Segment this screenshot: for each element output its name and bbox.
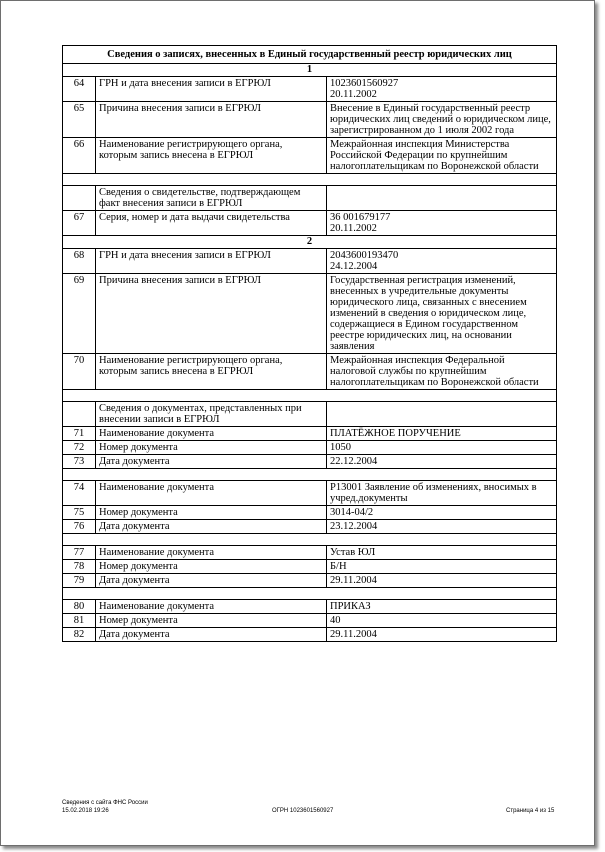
certificate-value: 36 001679177 20.11.2002: [330, 212, 391, 234]
table-row: [63, 274, 557, 354]
row-value: [327, 211, 557, 236]
spacer-row: [63, 174, 557, 186]
row-value: Межрайонная инспекция Министерства Российской Федерации по крупнейшим налогоплательщикам по Воронежской области: [327, 138, 557, 174]
row-number: 70: [63, 354, 96, 390]
table-row: [63, 249, 557, 274]
section-number: 1: [63, 64, 557, 77]
row-value: Межрайонная инспекция Федеральной налоговой службы по крупнейшим налогоплательщикам по Воронежской области: [327, 354, 557, 390]
row-label: Номер документа: [96, 560, 327, 574]
row-label: Наименование документа: [96, 427, 327, 441]
footer-ogrn: ОГРН 1023601560927: [272, 808, 334, 814]
certificate-header: Сведения о свидетельстве, подтверждающем факт внесения записи в ЕГРЮЛ: [96, 186, 327, 211]
row-label: Наименование документа: [96, 600, 327, 614]
footer-page-number: Страница 4 из 15: [506, 808, 555, 814]
row-number: 68: [63, 249, 96, 274]
row-value: 3014-04/2: [327, 506, 557, 520]
table-row: [63, 560, 557, 574]
table-row: [63, 455, 557, 469]
table-row: [63, 481, 557, 506]
row-value: 23.12.2004: [327, 520, 557, 534]
row-value: ПРИКАЗ: [327, 600, 557, 614]
row-number: 77: [63, 546, 96, 560]
row-number: 66: [63, 138, 96, 174]
table-row: [63, 211, 557, 236]
row-label: Серия, номер и дата выдачи свидетельства: [96, 211, 327, 236]
table-row: [63, 628, 557, 642]
table-row: [63, 614, 557, 628]
table-row: [63, 427, 557, 441]
table-row: [63, 506, 557, 520]
row-number: 76: [63, 520, 96, 534]
spacer-row: [63, 469, 557, 481]
row-label: Наименование регистрирующего органа, которым запись внесена в ЕГРЮЛ: [96, 354, 327, 390]
table-row: [63, 77, 557, 102]
row-value: Б/Н: [327, 560, 557, 574]
row-number: 81: [63, 614, 96, 628]
table-row: [63, 138, 557, 174]
row-value: Р13001 Заявление об изменениях, вносимых в учред.документы: [327, 481, 557, 506]
row-number: 71: [63, 427, 96, 441]
row-label: Наименование документа: [96, 546, 327, 560]
row-number: 74: [63, 481, 96, 506]
row-label: Номер документа: [96, 506, 327, 520]
footer-source-line: Сведения с сайта ФНС России: [62, 800, 148, 806]
row-number: 73: [63, 455, 96, 469]
subsection-header-row: [63, 186, 557, 211]
row-label: ГРН и дата внесения записи в ЕГРЮЛ: [96, 249, 327, 274]
table-row: [63, 520, 557, 534]
row-number: 75: [63, 506, 96, 520]
row-value: Устав ЮЛ: [327, 546, 557, 560]
row-label: Номер документа: [96, 614, 327, 628]
footer-source: [62, 799, 148, 815]
row-label: ГРН и дата внесения записи в ЕГРЮЛ: [96, 77, 327, 102]
table-row: [63, 546, 557, 560]
row-number: 78: [63, 560, 96, 574]
row-value: 40: [327, 614, 557, 628]
row-number: 65: [63, 102, 96, 138]
spacer-row: [63, 534, 557, 546]
row-value: 1050: [327, 441, 557, 455]
table-title: Сведения о записях, внесенных в Единый государственный реестр юридических лиц: [63, 46, 557, 64]
table-row: [63, 600, 557, 614]
footer-date: 15.02.2018 19:26: [62, 808, 109, 814]
section-number: 2: [63, 236, 557, 249]
row-number: 69: [63, 274, 96, 354]
section-number-row: [63, 236, 557, 249]
row-label: Дата документа: [96, 574, 327, 588]
row-value: [327, 249, 557, 274]
egrul-records-table: [62, 45, 557, 642]
row-number: 72: [63, 441, 96, 455]
row-number: 82: [63, 628, 96, 642]
row-number: 80: [63, 600, 96, 614]
row-value: 29.11.2004: [327, 628, 557, 642]
section-number-row: [63, 64, 557, 77]
row-value: 29.11.2004: [327, 574, 557, 588]
row-label: Причина внесения записи в ЕГРЮЛ: [96, 274, 327, 354]
row-number: 67: [63, 211, 96, 236]
row-value: Государственная регистрация изменений, внесенных в учредительные документы юридического лица, связанных с внесением изменений в сведения о юридическом лице, содержащиеся в Едином государственном реестре юридических лиц, на основании заявления: [327, 274, 557, 354]
row-number: 79: [63, 574, 96, 588]
row-label: Наименование документа: [96, 481, 327, 506]
table-row: [63, 441, 557, 455]
spacer-row: [63, 390, 557, 402]
row-value: ПЛАТЁЖНОЕ ПОРУЧЕНИЕ: [327, 427, 557, 441]
table-row: [63, 354, 557, 390]
table-row: [63, 574, 557, 588]
row-label: Дата документа: [96, 628, 327, 642]
row-label: Причина внесения записи в ЕГРЮЛ: [96, 102, 327, 138]
subsection-header-row: [63, 402, 557, 427]
row-value: 22.12.2004: [327, 455, 557, 469]
spacer-row: [63, 588, 557, 600]
row-value: Внесение в Единый государственный реестр юридических лиц сведений о юридическом лице, зарегистрированном до 1 июля 2002 года: [327, 102, 557, 138]
grn-value: 1023601560927 20.11.2002: [330, 78, 399, 100]
row-number: 64: [63, 77, 96, 102]
row-label: Дата документа: [96, 455, 327, 469]
grn-value: 2043600193470 24.12.2004: [330, 250, 399, 272]
table-row: [63, 102, 557, 138]
documents-header: Сведения о документах, представленных при внесении записи в ЕГРЮЛ: [96, 402, 327, 427]
row-label: Дата документа: [96, 520, 327, 534]
row-label: Наименование регистрирующего органа, которым запись внесена в ЕГРЮЛ: [96, 138, 327, 174]
table-title-row: [63, 46, 557, 64]
row-value: [327, 77, 557, 102]
row-label: Номер документа: [96, 441, 327, 455]
